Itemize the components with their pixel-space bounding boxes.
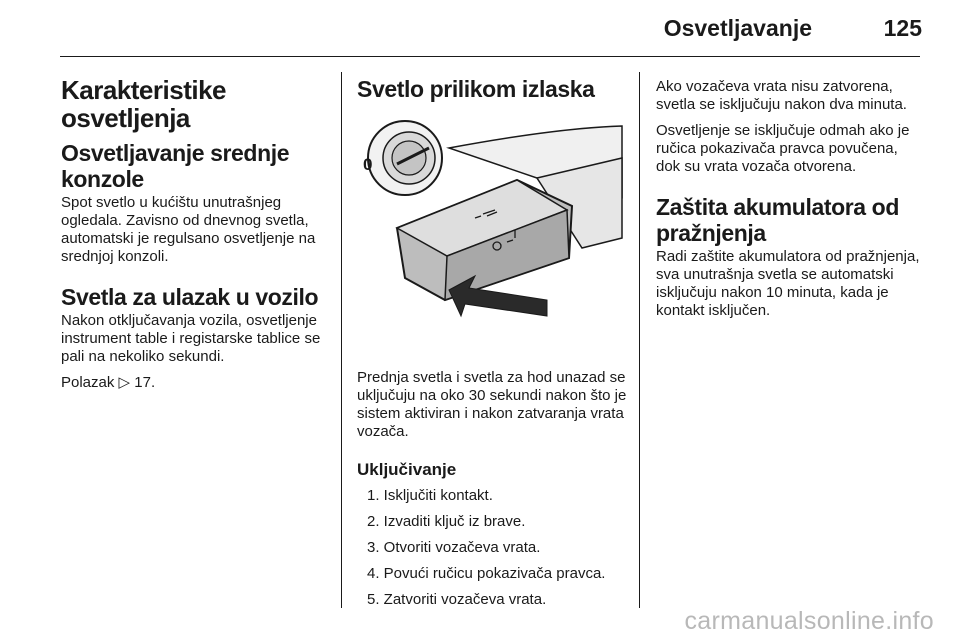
- page-reference: [61, 374, 333, 392]
- page-number: 125: [883, 15, 922, 41]
- console-light-heading: Osvetljavanje srednje konzole: [61, 140, 290, 192]
- column-divider-1: [341, 72, 342, 608]
- turn-signal-lever-illustration: [357, 118, 627, 338]
- activation-steps: [357, 487, 629, 609]
- column-divider-2: [639, 72, 640, 608]
- door-open-text: Ako vozačeva vrata nisu zatvorena, svetla se isključuju nakon dva minuta.: [656, 78, 907, 113]
- step-item: 3. Otvoriti vozačeva vrata.: [367, 539, 541, 556]
- activation-heading: Uključivanje: [357, 460, 457, 479]
- column-middle: [357, 72, 629, 617]
- lever-off-text: Osvetljenje se isključuje odmah ako je ručica pokazivača pravca povučena, dok su vrata vozača otvorena.: [656, 122, 910, 175]
- step-item: 4. Povući ručicu pokazivača pravca.: [367, 565, 606, 582]
- entry-light-text: Nakon otključavanja vozila, osvetljenje instrument table i registarske tablice se pali na nekoliko sekundi.: [61, 312, 321, 365]
- console-light-text: Spot svetlo u kućištu unutrašnjeg ogledala. Zavisno od dnevnog svetla, automatski je regulsano osvetljenje na srednjoj konzoli.: [61, 194, 316, 265]
- reference-label: Polazak: [61, 374, 115, 391]
- reference-page: 17.: [134, 374, 156, 391]
- battery-protection-heading: Zaštita akumulatora od pražnjenja: [656, 194, 899, 246]
- step-item: 1. Isključiti kontakt.: [367, 487, 493, 504]
- section-title: Osvetljavanje: [663, 15, 812, 41]
- entry-light-heading: Svetla za ulazak u vozilo: [61, 284, 319, 310]
- column-right: [656, 72, 926, 328]
- watermark: carmanualsonline.info: [684, 607, 934, 635]
- main-heading: Karakteristike osvetljenja: [61, 75, 226, 133]
- step-item: 5. Zatvoriti vozačeva vrata.: [367, 591, 547, 608]
- column-left: [61, 72, 333, 400]
- exit-light-text: Prednja svetla i svetla za hod unazad se uključuju na oko 30 sekundi nakon što je sistem aktiviran i nakon zatvaranja vrata vozača.: [357, 369, 627, 440]
- page-header: [0, 0, 960, 58]
- step-item: 2. Izvaditi ključ iz brave.: [367, 513, 526, 530]
- header-rule: [60, 56, 920, 57]
- reference-arrow-icon: ▷: [118, 374, 131, 391]
- battery-protection-text: Radi zaštite akumulatora od pražnjenja, sva unutrašnja svetla se automatski isključuju nakon 10 minuta, kada je kontakt isključen.: [656, 248, 920, 319]
- exit-light-heading: Svetlo prilikom izlaska: [357, 76, 595, 102]
- ignition-position-label: 0: [363, 155, 373, 174]
